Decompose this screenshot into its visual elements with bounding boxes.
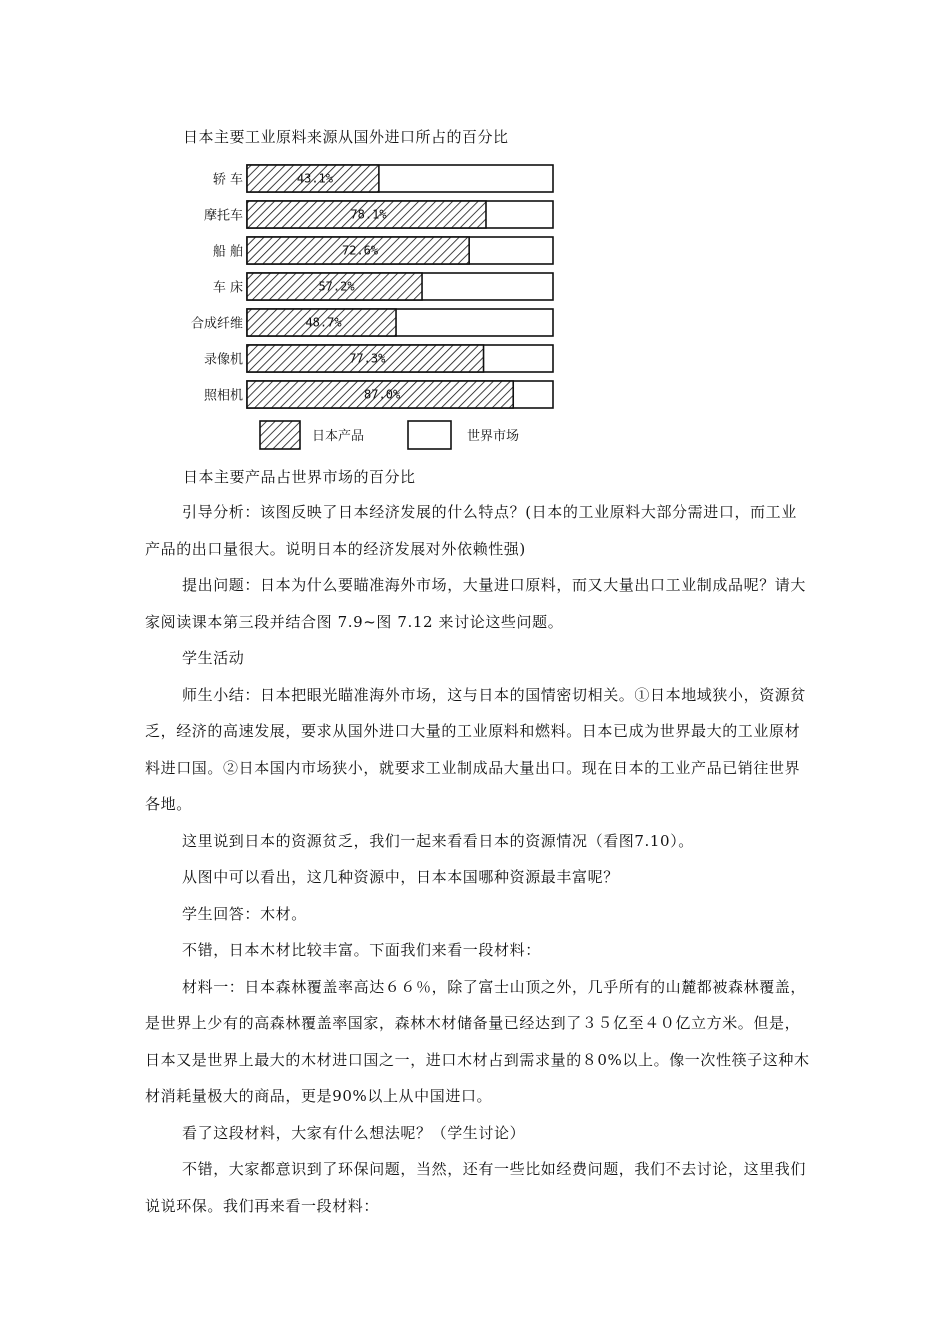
value-label: 43.1% [296, 171, 334, 186]
paragraph: 不错，大家都意识到了环保问题，当然，还有一些比如经费问题，我们不去讨论，这里我们说说环保。我们再来看一段材料： [145, 1160, 807, 1215]
legend-swatch-japan [260, 421, 300, 449]
paragraph: 师生小结：日本把眼光瞄准海外市场，这与日本的国情密切相关。①日本地域狭小，资源贫乏，经济的高速发展，要求从国外进口大量的工业原料和燃料。日本已成为世界最大的工业原材料进口国。②日本国内市场狭小，就要求工业制成品大量出口。现在日本的工业产品已销往世界各地。 [145, 685, 807, 813]
legend-swatch-world [408, 421, 451, 449]
paragraph: 提出问题：日本为什么要瞄准海外市场，大量进口原料，而又大量出口工业制成品呢？请大家阅读课本第三段并结合图 7.9~图 7.12 来讨论这些问题。 [145, 576, 807, 631]
category-label: 轿 车 [212, 172, 243, 188]
category-label: 车 床 [212, 280, 243, 296]
value-label: 77.3% [349, 351, 386, 366]
paragraph: 看了这段材料，大家有什么想法呢？（学生讨论） [182, 1123, 526, 1142]
category-label: 摩托车 [203, 208, 243, 224]
value-label: 87.0% [364, 387, 401, 402]
paragraph: 引导分析：该图反映了日本经济发展的什么特点？(日本的工业原料大部分需进口，而工业产品的出口量很大。说明日本的经济发展对外依赖性强) [145, 503, 797, 558]
paragraph: 学生回答：木材。 [182, 904, 307, 923]
paragraph: 不错，日本木材比较丰富。下面我们来看一段材料： [182, 941, 541, 959]
paragraph: 这里说到日本的资源贫乏，我们一起来看看日本的资源情况（看图7.10）。 [182, 831, 694, 850]
chart-caption: 日本主要产品占世界市场的百分比 [183, 468, 416, 486]
paragraph: 从图中可以看出，这几种资源中，日本本国哪种资源最丰富呢？ [182, 868, 619, 886]
bar-chart [0, 0, 950, 470]
value-label: 72.6% [342, 243, 379, 258]
value-label: 78.1% [350, 207, 387, 222]
value-label: 48.7% [305, 315, 342, 330]
paragraph: 材料一：日本森林覆盖率高达６６％，除了富士山顶之外，几乎所有的山麓都被森林覆盖，是世界上少有的高森林覆盖率国家，森林木材储备量已经达到了３５亿至４０亿立方米。但是，日本又是世界上最大的木材进口国之一，进口木材占到需求量的８0%以上。像一次性筷子这种木材消耗量极大的商品，更是90%以上从中国进口。 [145, 977, 810, 1105]
category-label: 照相机 [203, 388, 243, 404]
legend-label-japan: 日本产品 [312, 429, 365, 444]
chart-title: 日本主要工业原料来源从国外进口所占的百分比 [183, 128, 509, 146]
paragraph: 学生活动 [182, 649, 245, 667]
category-label: 录像机 [203, 352, 243, 368]
category-label: 船 舶 [212, 244, 243, 260]
body-text [145, 494, 810, 1224]
value-label: 57.2% [318, 279, 355, 294]
category-label: 合成纤维 [190, 316, 243, 332]
legend-label-world: 世界市场 [467, 429, 520, 444]
